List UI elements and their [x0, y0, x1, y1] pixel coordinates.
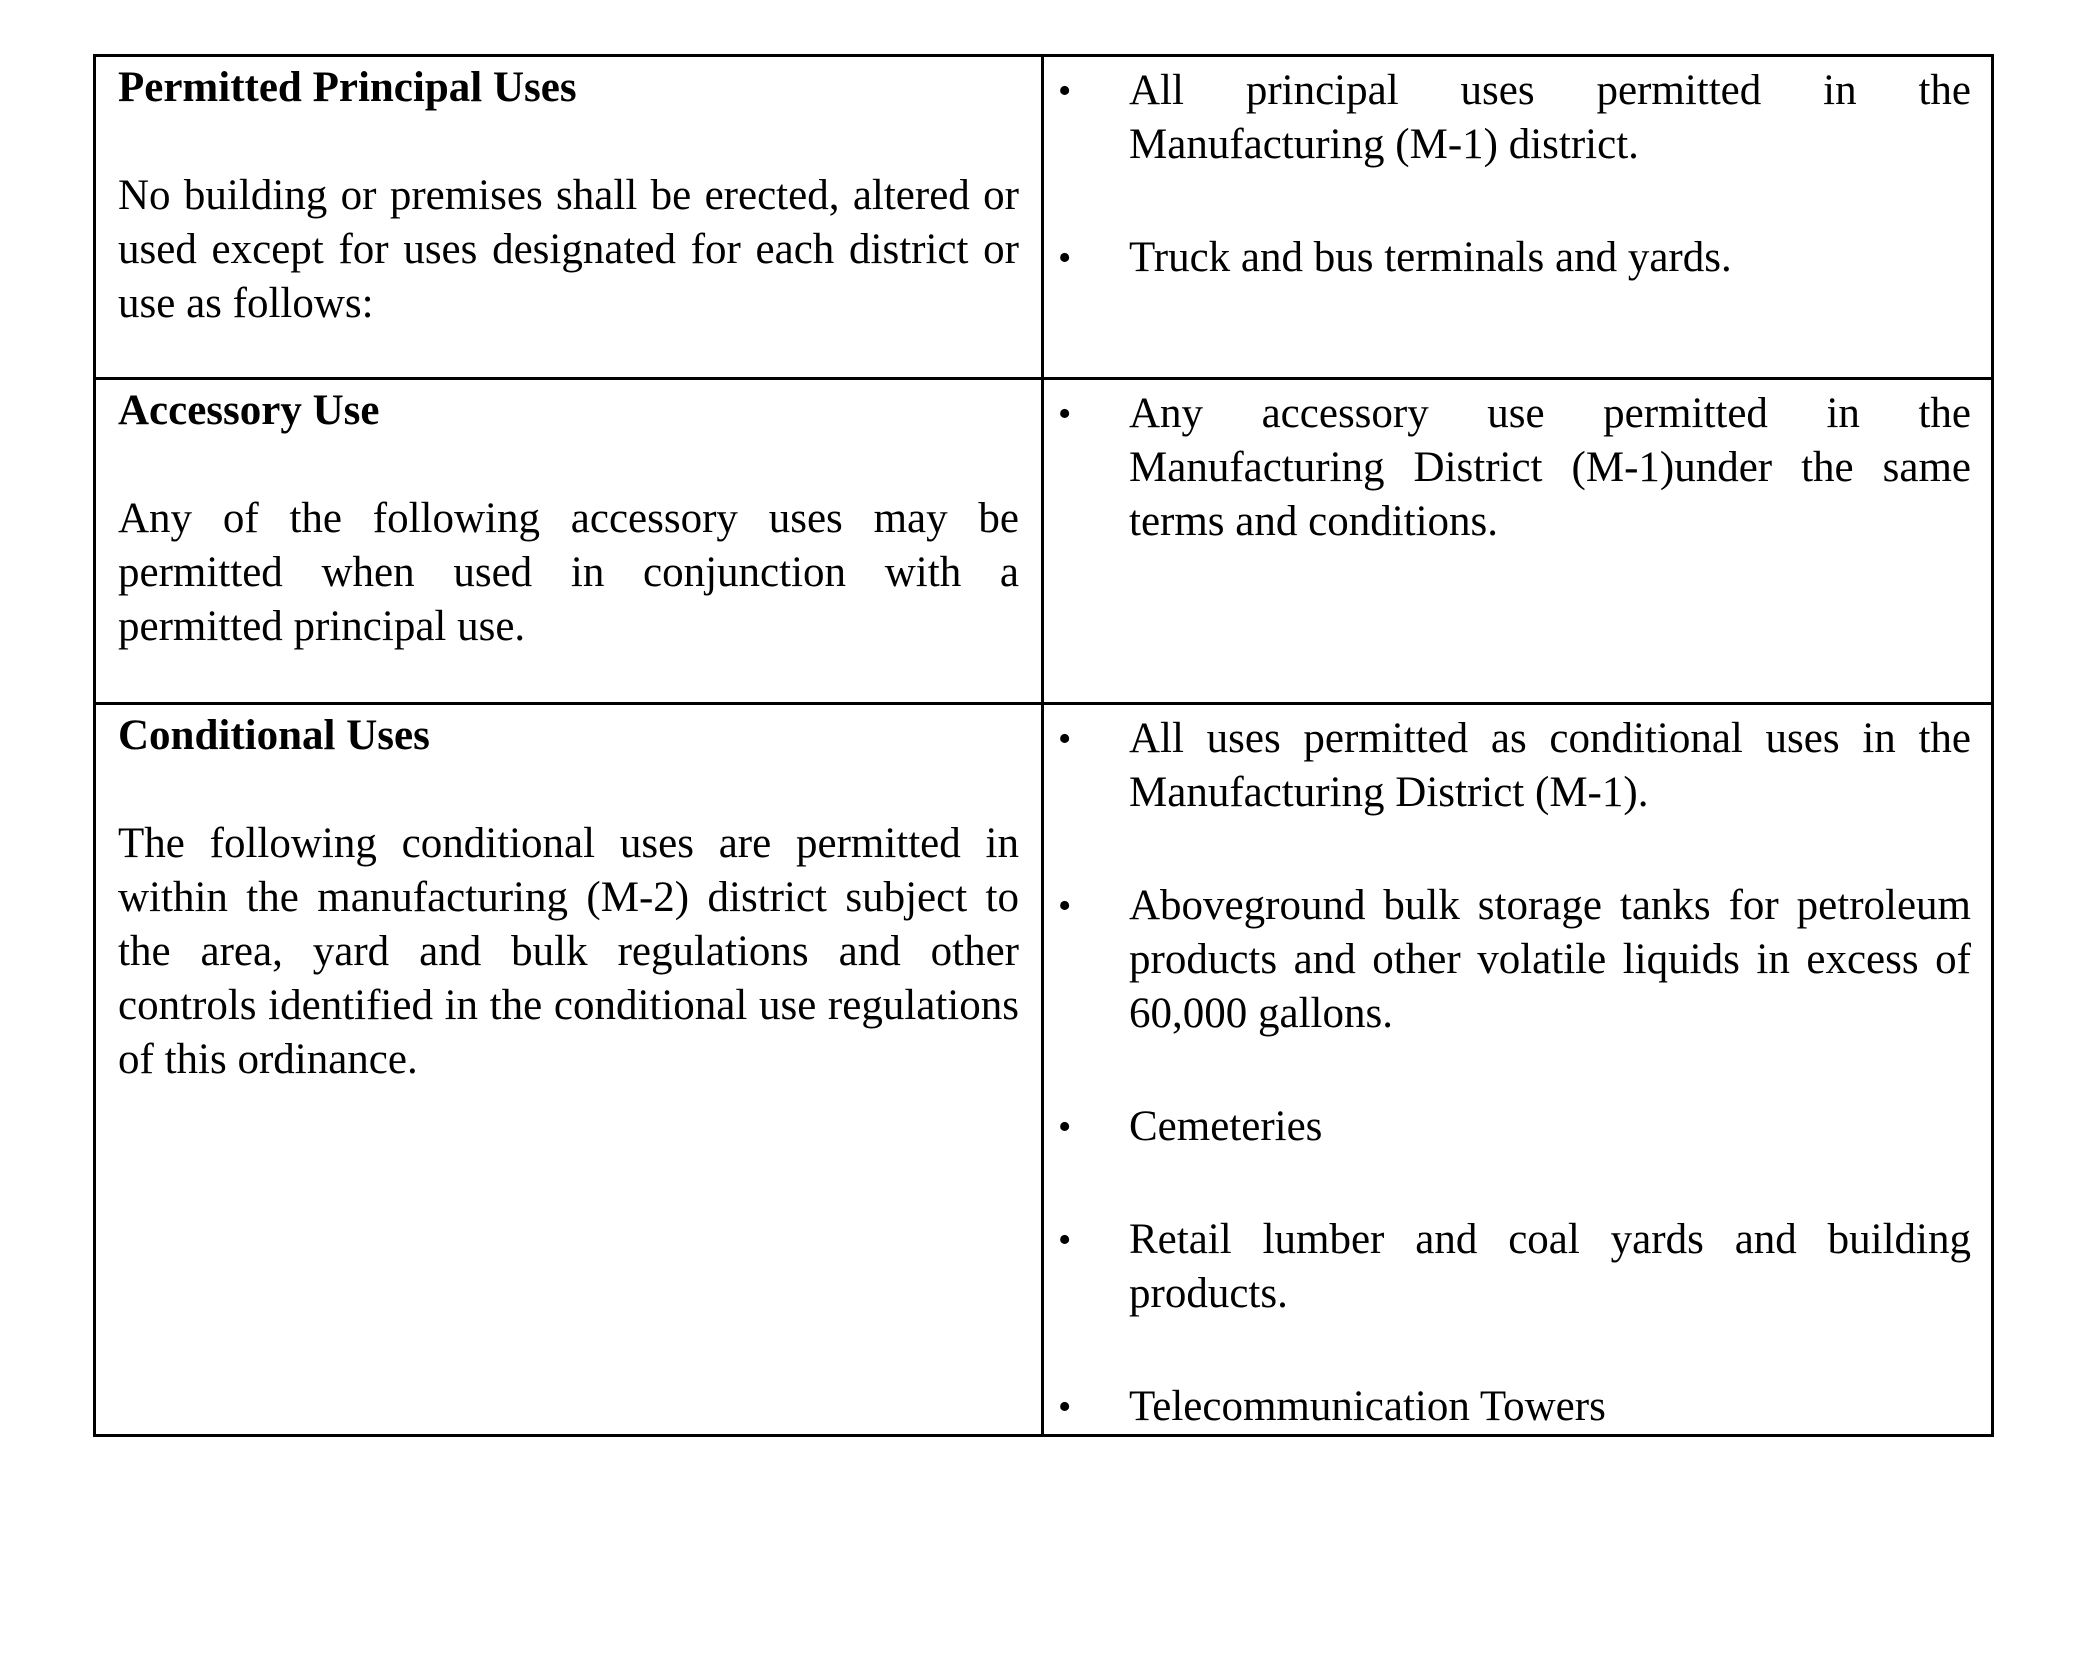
principal-uses-list-cell	[1043, 56, 1993, 379]
list-item	[1044, 1100, 1971, 1154]
list-item-text: Truck and bus terminals and yards.	[1129, 234, 1732, 281]
table-row-permitted-principal-uses	[95, 56, 1993, 379]
list-item-text: Telecommunication Towers	[1129, 1383, 1606, 1430]
list-item	[1044, 64, 1971, 172]
conditional-uses-heading: Conditional Uses	[118, 712, 430, 759]
list-item-text: Aboveground bulk storage tanks for petroleum products and other volatile liquids in excess of 60,000 gallons.	[1129, 882, 1971, 1037]
bullet-icon: •	[1058, 1106, 1072, 1148]
list-item	[1044, 1213, 1971, 1321]
conditional-uses-list	[1044, 712, 1971, 1434]
bullet-icon: •	[1058, 1219, 1072, 1261]
bullet-icon: •	[1058, 393, 1072, 435]
conditional-uses-list-cell	[1043, 704, 1993, 1436]
principal-uses-heading: Permitted Principal Uses	[118, 64, 577, 111]
list-item	[1044, 387, 1971, 549]
principal-uses-description: No building or premises shall be erected, altered or used except for uses designated for each district or use as follows:	[118, 172, 1019, 327]
list-item-text: All principal uses permitted in the Manufacturing (M-1) district.	[1129, 67, 1971, 168]
list-item-text: All uses permitted as conditional uses in the Manufacturing District (M-1).	[1129, 715, 1971, 816]
bullet-icon: •	[1058, 718, 1072, 760]
list-item-text: Any accessory use permitted in the Manufacturing District (M-1)under the same terms and conditions.	[1129, 390, 1971, 545]
list-item-text: Cemeteries	[1129, 1103, 1323, 1150]
accessory-use-description-cell	[95, 379, 1043, 704]
principal-uses-list	[1044, 64, 1971, 285]
principal-uses-description-cell	[95, 56, 1043, 379]
bullet-icon: •	[1058, 1386, 1072, 1428]
accessory-use-heading: Accessory Use	[118, 387, 380, 434]
accessory-use-list-cell	[1043, 379, 1993, 704]
bullet-icon: •	[1058, 237, 1072, 279]
uses-table	[93, 54, 1994, 1437]
conditional-uses-description-cell	[95, 704, 1043, 1436]
accessory-use-description: Any of the following accessory uses may be permitted when used in conjunction with a permitted principal use.	[118, 495, 1019, 650]
bullet-icon: •	[1058, 885, 1072, 927]
conditional-uses-description: The following conditional uses are permitted in within the manufacturing (M-2) district subject to the area, yard and bulk regulations and other controls identified in the conditional use regulations of this ordinance.	[118, 820, 1019, 1083]
accessory-use-list	[1044, 387, 1971, 549]
list-item	[1044, 231, 1971, 285]
table-row-conditional-uses	[95, 704, 1993, 1436]
list-item	[1044, 879, 1971, 1041]
table-row-accessory-use	[95, 379, 1993, 704]
list-item	[1044, 712, 1971, 820]
list-item	[1044, 1380, 1971, 1434]
list-item-text: Retail lumber and coal yards and building products.	[1129, 1216, 1971, 1317]
bullet-icon: •	[1058, 70, 1072, 112]
